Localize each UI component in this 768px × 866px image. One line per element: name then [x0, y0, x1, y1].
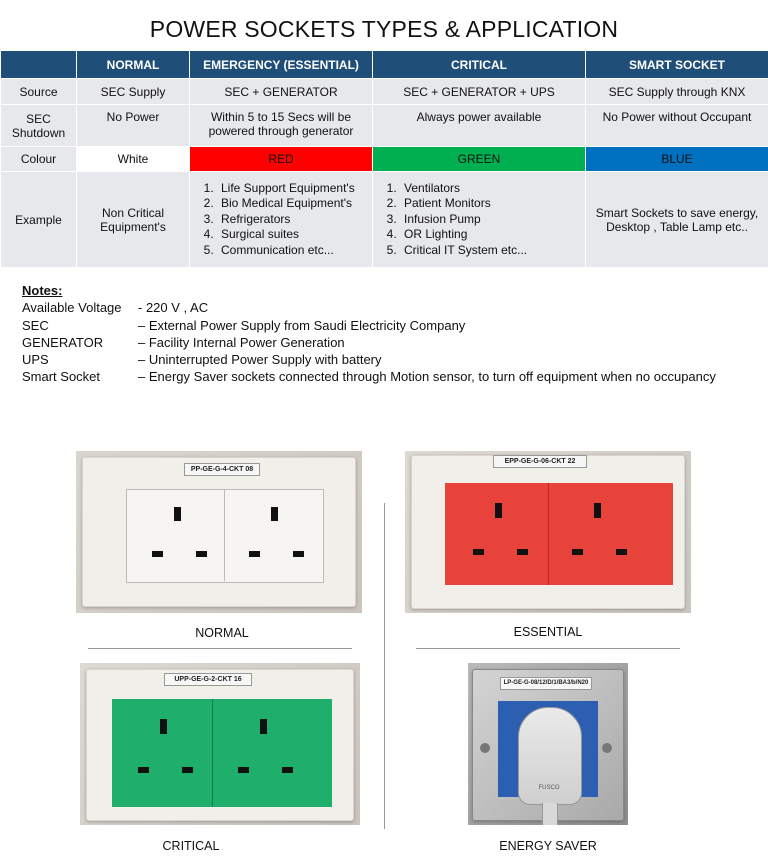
- list-item: 2. Bio Medical Equipment's: [217, 196, 367, 212]
- cell-example-smart: Smart Sockets to save energy, Desktop , Table Lamp etc..: [586, 172, 768, 268]
- cell-shutdown-smart: No Power without Occupant: [586, 105, 768, 147]
- socket-types-table: [0, 50, 768, 268]
- earth-pin-icon: [594, 503, 601, 518]
- cell-source-normal: SEC Supply: [77, 79, 190, 105]
- page-title: POWER SOCKETS TYPES & APPLICATION: [149, 16, 619, 42]
- cell-example-emergency: [190, 172, 373, 268]
- header-critical: CRITICAL: [373, 51, 586, 79]
- cell-source-smart: SEC Supply through KNX: [586, 79, 768, 105]
- cell-shutdown-normal: No Power: [77, 105, 190, 147]
- live-pin-icon: [152, 551, 163, 557]
- neutral-pin-icon: [616, 549, 627, 555]
- cell-colour-white: White: [77, 147, 190, 172]
- screw-icon: [480, 743, 490, 753]
- divider-right-top: [416, 648, 680, 649]
- note-row: [22, 334, 716, 351]
- table-row-shutdown: [1, 105, 768, 147]
- note-desc: - 220 V , AC: [138, 300, 209, 316]
- header-corner: [1, 51, 77, 79]
- caption-essential: ESSENTIAL: [513, 625, 583, 639]
- cell-colour-green: GREEN: [373, 147, 586, 172]
- neutral-pin-icon: [282, 767, 293, 773]
- cable-icon: [542, 803, 558, 825]
- header-smart: SMART SOCKET: [586, 51, 768, 79]
- socket-face: [445, 483, 673, 585]
- plug-brand: FUSCO: [538, 785, 560, 791]
- earth-pin-icon: [271, 507, 278, 521]
- photo-normal-socket: [76, 451, 362, 613]
- note-term: GENERATOR: [22, 334, 104, 350]
- cell-shutdown-emergency: Within 5 to 15 Secs will be powered through generator: [190, 105, 373, 147]
- earth-pin-icon: [160, 719, 167, 734]
- row-label-example: Example: [1, 172, 77, 268]
- earth-pin-icon: [495, 503, 502, 518]
- cell-source-critical: SEC + GENERATOR + UPS: [373, 79, 586, 105]
- circuit-label: PP-GE-G-4-CKT 08: [184, 463, 260, 476]
- note-desc: – Energy Saver sockets connected through Motion sensor, to turn off equipment when no occupancy: [138, 369, 716, 385]
- neutral-pin-icon: [293, 551, 304, 557]
- socket-face: [126, 489, 324, 583]
- caption-critical: CRITICAL: [162, 839, 220, 853]
- neutral-pin-icon: [196, 551, 207, 557]
- cell-colour-blue: BLUE: [586, 147, 768, 172]
- socket-divider: [212, 699, 213, 807]
- divider-left-top: [88, 648, 352, 649]
- note-row: [22, 299, 716, 316]
- divider-vertical: [384, 503, 385, 829]
- list-item: 2. Patient Monitors: [400, 196, 580, 212]
- critical-example-list: [378, 181, 580, 259]
- cell-shutdown-critical: Always power available: [373, 105, 586, 147]
- list-item: 3. Infusion Pump: [400, 212, 580, 228]
- header-emergency: EMERGENCY (ESSENTIAL): [190, 51, 373, 79]
- list-item: 4. OR Lighting: [400, 227, 580, 243]
- table-row-example: [1, 172, 768, 268]
- row-label-colour: Colour: [1, 147, 77, 172]
- photo-energy-saver-socket: [468, 663, 628, 825]
- note-desc: – Facility Internal Power Generation: [138, 334, 345, 350]
- list-item: 4. Surgical suites: [217, 227, 367, 243]
- table-row-colour: [1, 147, 768, 172]
- list-item: 1. Ventilators: [400, 181, 580, 197]
- live-pin-icon: [238, 767, 249, 773]
- caption-energy-saver: ENERGY SAVER: [499, 839, 597, 853]
- note-row: [22, 317, 716, 334]
- note-term: UPS: [22, 352, 49, 368]
- live-pin-icon: [473, 549, 484, 555]
- live-pin-icon: [572, 549, 583, 555]
- list-item: 5. Communication etc...: [217, 243, 367, 259]
- header-normal: NORMAL: [77, 51, 190, 79]
- circuit-label: EPP-GE-G-06-CKT 22: [493, 455, 587, 468]
- emergency-example-list: [195, 181, 367, 259]
- socket-divider: [548, 483, 549, 585]
- list-item: 3. Refrigerators: [217, 212, 367, 228]
- socket-face: [112, 699, 332, 807]
- note-row: [22, 368, 716, 385]
- note-term: Available Voltage: [22, 300, 122, 316]
- note-term: Smart Socket: [22, 369, 101, 385]
- live-pin-icon: [138, 767, 149, 773]
- live-pin-icon: [249, 551, 260, 557]
- notes-section: [22, 282, 716, 386]
- note-term: SEC: [22, 317, 49, 333]
- cell-example-critical: [373, 172, 586, 268]
- note-desc: – Uninterrupted Power Supply with battery: [138, 352, 382, 368]
- note-desc: – External Power Supply from Saudi Electricity Company: [138, 317, 466, 333]
- table-header-row: [1, 51, 768, 79]
- neutral-pin-icon: [182, 767, 193, 773]
- earth-pin-icon: [174, 507, 181, 521]
- list-item: 1. Life Support Equipment's: [217, 181, 367, 197]
- notes-title: Notes:: [22, 283, 63, 298]
- note-row: [22, 351, 716, 368]
- socket-divider: [224, 489, 225, 581]
- circuit-label: UPP-GE-G-2-CKT 16: [164, 673, 252, 686]
- caption-normal: NORMAL: [195, 626, 249, 640]
- table-row-source: [1, 79, 768, 105]
- cell-colour-red: RED: [190, 147, 373, 172]
- screw-icon: [602, 743, 612, 753]
- row-label-shutdown: SEC Shutdown: [1, 105, 77, 147]
- photo-essential-socket: [405, 451, 691, 613]
- list-item: 5. Critical IT System etc...: [400, 243, 580, 259]
- neutral-pin-icon: [517, 549, 528, 555]
- cell-source-emergency: SEC + GENERATOR: [190, 79, 373, 105]
- row-label-source: Source: [1, 79, 77, 105]
- earth-pin-icon: [260, 719, 267, 734]
- cell-example-normal: Non Critical Equipment's: [77, 172, 190, 268]
- circuit-label: LP-GE-G-08/12/D/1/BA3/b/N20: [500, 677, 592, 690]
- photo-critical-socket: [80, 663, 360, 825]
